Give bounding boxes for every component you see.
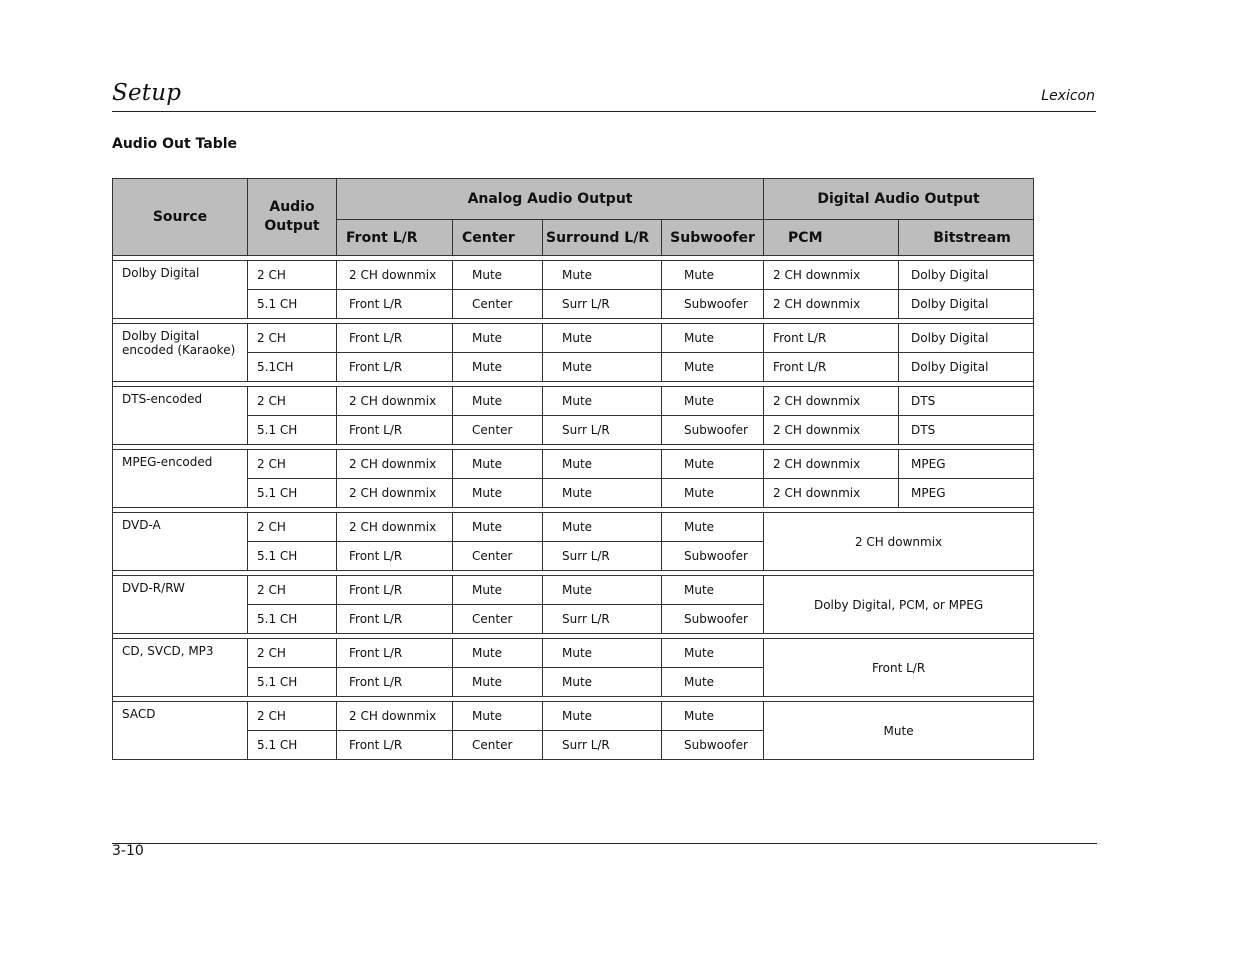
- header-surround: Surround L/R: [543, 220, 662, 256]
- header-source: Source: [113, 179, 248, 256]
- header-front: Front L/R: [337, 220, 453, 256]
- center-cell: Mute: [453, 668, 543, 697]
- audio-output-cell: 2 CH: [248, 576, 337, 605]
- surround-cell: Surr L/R: [543, 416, 662, 445]
- subwoofer-cell: Mute: [662, 450, 764, 479]
- source-cell: Dolby Digital: [113, 261, 248, 319]
- bitstream-cell: Dolby Digital: [899, 324, 1034, 353]
- center-cell: Mute: [453, 576, 543, 605]
- table-row: [113, 353, 1034, 382]
- audio-output-cell: 2 CH: [248, 513, 337, 542]
- audio-output-cell: 2 CH: [248, 324, 337, 353]
- audio-output-cell: 5.1 CH: [248, 290, 337, 319]
- table-row: [113, 416, 1034, 445]
- front-cell: Front L/R: [337, 576, 453, 605]
- digital-output-merged-cell: 2 CH downmix: [764, 513, 1034, 571]
- front-cell: Front L/R: [337, 668, 453, 697]
- center-cell: Mute: [453, 387, 543, 416]
- surround-cell: Mute: [543, 513, 662, 542]
- page-title: Setup: [112, 80, 182, 106]
- table-row: [113, 576, 1034, 605]
- header-digital-audio-output: Digital Audio Output: [764, 179, 1034, 220]
- header-pcm: PCM: [764, 220, 899, 256]
- surround-cell: Mute: [543, 702, 662, 731]
- surround-cell: Mute: [543, 387, 662, 416]
- table-row: [113, 479, 1034, 508]
- pcm-cell: 2 CH downmix: [764, 450, 899, 479]
- surround-cell: Mute: [543, 639, 662, 668]
- source-cell: CD, SVCD, MP3: [113, 639, 248, 697]
- pcm-cell: 2 CH downmix: [764, 261, 899, 290]
- table-row: [113, 513, 1034, 542]
- table-row: [113, 261, 1034, 290]
- table-row: [113, 290, 1034, 319]
- center-cell: Center: [453, 731, 543, 760]
- subwoofer-cell: Mute: [662, 479, 764, 508]
- surround-cell: Surr L/R: [543, 731, 662, 760]
- front-cell: Front L/R: [337, 605, 453, 634]
- surround-cell: Surr L/R: [543, 542, 662, 571]
- center-cell: Mute: [453, 324, 543, 353]
- source-cell: DVD-A: [113, 513, 248, 571]
- front-cell: 2 CH downmix: [337, 387, 453, 416]
- audio-output-cell: 2 CH: [248, 261, 337, 290]
- pcm-cell: 2 CH downmix: [764, 290, 899, 319]
- subwoofer-cell: Mute: [662, 576, 764, 605]
- pcm-cell: 2 CH downmix: [764, 387, 899, 416]
- center-cell: Mute: [453, 513, 543, 542]
- audio-out-table: [112, 178, 1034, 760]
- front-cell: 2 CH downmix: [337, 479, 453, 508]
- audio-output-cell: 2 CH: [248, 702, 337, 731]
- audio-output-cell: 5.1 CH: [248, 542, 337, 571]
- header-rule: [112, 111, 1096, 112]
- page-number: 3-10: [112, 843, 144, 859]
- subwoofer-cell: Mute: [662, 353, 764, 382]
- subwoofer-cell: Mute: [662, 324, 764, 353]
- bitstream-cell: MPEG: [899, 479, 1034, 508]
- audio-output-cell: 5.1 CH: [248, 416, 337, 445]
- bitstream-cell: Dolby Digital: [899, 261, 1034, 290]
- table-row: [113, 639, 1034, 668]
- surround-cell: Mute: [543, 353, 662, 382]
- center-cell: Mute: [453, 479, 543, 508]
- brand-name: Lexicon: [1041, 88, 1095, 104]
- bitstream-cell: Dolby Digital: [899, 353, 1034, 382]
- header-center: Center: [453, 220, 543, 256]
- digital-output-merged-cell: Mute: [764, 702, 1034, 760]
- subwoofer-cell: Subwoofer: [662, 542, 764, 571]
- source-cell: DTS-encoded: [113, 387, 248, 445]
- subwoofer-cell: Mute: [662, 261, 764, 290]
- front-cell: Front L/R: [337, 542, 453, 571]
- table-row: [113, 324, 1034, 353]
- subwoofer-cell: Mute: [662, 513, 764, 542]
- front-cell: Front L/R: [337, 324, 453, 353]
- center-cell: Mute: [453, 261, 543, 290]
- surround-cell: Surr L/R: [543, 605, 662, 634]
- subwoofer-cell: Mute: [662, 668, 764, 697]
- pcm-cell: 2 CH downmix: [764, 416, 899, 445]
- audio-output-cell: 5.1CH: [248, 353, 337, 382]
- surround-cell: Mute: [543, 576, 662, 605]
- source-cell: MPEG-encoded: [113, 450, 248, 508]
- center-cell: Center: [453, 542, 543, 571]
- audio-output-cell: 5.1 CH: [248, 668, 337, 697]
- front-cell: Front L/R: [337, 353, 453, 382]
- digital-output-merged-cell: Dolby Digital, PCM, or MPEG: [764, 576, 1034, 634]
- subwoofer-cell: Subwoofer: [662, 731, 764, 760]
- audio-output-cell: 2 CH: [248, 639, 337, 668]
- front-cell: 2 CH downmix: [337, 261, 453, 290]
- front-cell: Front L/R: [337, 416, 453, 445]
- audio-output-cell: 5.1 CH: [248, 605, 337, 634]
- header-audio-output: Audio Output: [248, 179, 337, 256]
- table-row: [113, 450, 1034, 479]
- pcm-cell: Front L/R: [764, 353, 899, 382]
- section-title: Audio Out Table: [112, 136, 238, 152]
- front-cell: 2 CH downmix: [337, 450, 453, 479]
- audio-output-cell: 2 CH: [248, 450, 337, 479]
- center-cell: Mute: [453, 450, 543, 479]
- surround-cell: Mute: [543, 479, 662, 508]
- pcm-cell: Front L/R: [764, 324, 899, 353]
- footer-rule: [112, 843, 1097, 844]
- center-cell: Mute: [453, 353, 543, 382]
- digital-output-merged-cell: Front L/R: [764, 639, 1034, 697]
- surround-cell: Mute: [543, 324, 662, 353]
- surround-cell: Mute: [543, 261, 662, 290]
- bitstream-cell: Dolby Digital: [899, 290, 1034, 319]
- table-row: [113, 387, 1034, 416]
- subwoofer-cell: Subwoofer: [662, 605, 764, 634]
- subwoofer-cell: Subwoofer: [662, 290, 764, 319]
- table-body: [113, 261, 1034, 760]
- bitstream-cell: DTS: [899, 416, 1034, 445]
- source-cell: DVD-R/RW: [113, 576, 248, 634]
- center-cell: Center: [453, 416, 543, 445]
- source-cell: SACD: [113, 702, 248, 760]
- subwoofer-cell: Mute: [662, 702, 764, 731]
- center-cell: Center: [453, 605, 543, 634]
- source-cell: Dolby Digital encoded (Karaoke): [113, 324, 248, 382]
- subwoofer-cell: Mute: [662, 387, 764, 416]
- subwoofer-cell: Subwoofer: [662, 416, 764, 445]
- header-subwoofer: Subwoofer: [662, 220, 764, 256]
- table-row: [113, 702, 1034, 731]
- surround-cell: Surr L/R: [543, 290, 662, 319]
- front-cell: 2 CH downmix: [337, 513, 453, 542]
- header-analog-audio-output: Analog Audio Output: [337, 179, 764, 220]
- center-cell: Center: [453, 290, 543, 319]
- front-cell: Front L/R: [337, 639, 453, 668]
- center-cell: Mute: [453, 702, 543, 731]
- pcm-cell: 2 CH downmix: [764, 479, 899, 508]
- bitstream-cell: MPEG: [899, 450, 1034, 479]
- front-cell: Front L/R: [337, 731, 453, 760]
- bitstream-cell: DTS: [899, 387, 1034, 416]
- subwoofer-cell: Mute: [662, 639, 764, 668]
- center-cell: Mute: [453, 639, 543, 668]
- front-cell: 2 CH downmix: [337, 702, 453, 731]
- header-bitstream: Bitstream: [899, 220, 1034, 256]
- audio-output-cell: 5.1 CH: [248, 731, 337, 760]
- audio-output-cell: 5.1 CH: [248, 479, 337, 508]
- surround-cell: Mute: [543, 450, 662, 479]
- audio-output-cell: 2 CH: [248, 387, 337, 416]
- surround-cell: Mute: [543, 668, 662, 697]
- front-cell: Front L/R: [337, 290, 453, 319]
